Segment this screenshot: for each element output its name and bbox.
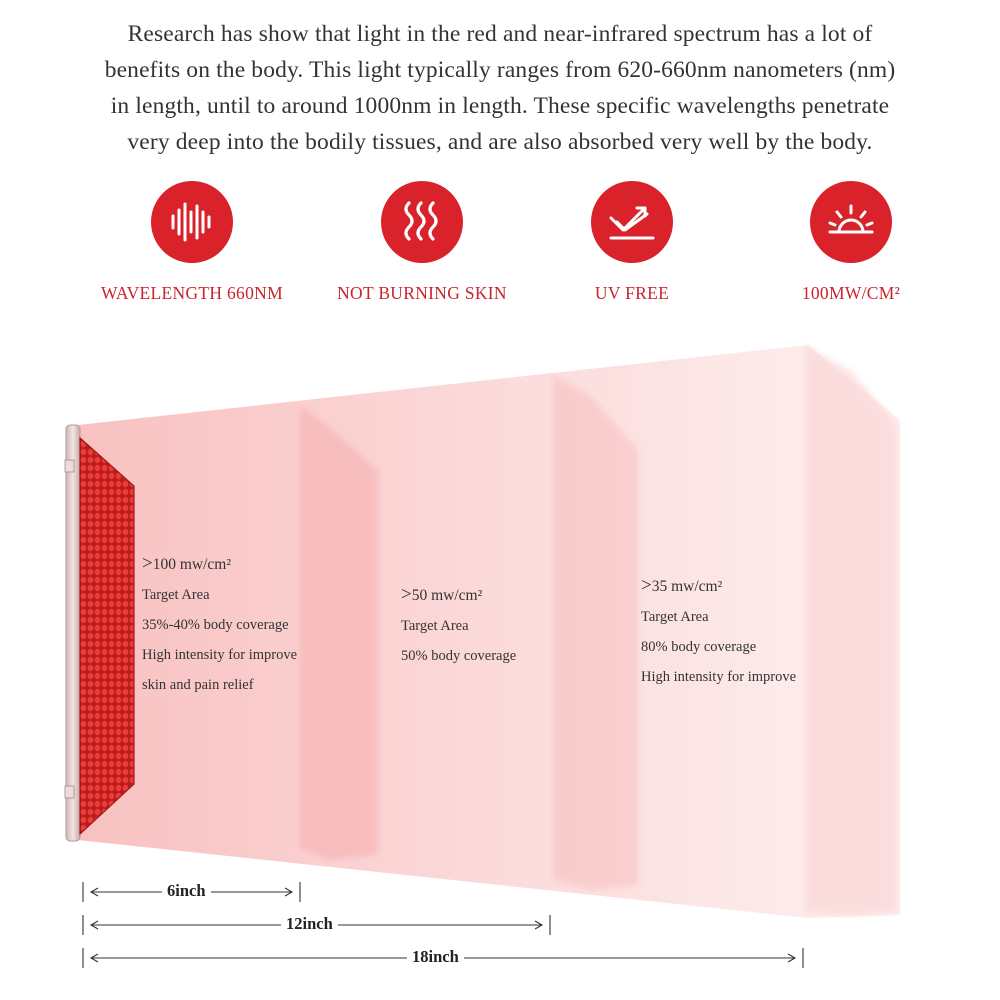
zone-line: skin and pain relief	[142, 677, 254, 693]
feature-label: WAVELENGTH 660NM	[101, 283, 283, 303]
feature-label: NOT BURNING SKIN	[337, 283, 507, 303]
zone-line: Target Area	[142, 587, 210, 603]
greater-than-symbol: >	[641, 575, 652, 596]
zone-line: High intensity for improve	[641, 669, 797, 685]
zone-line: Target Area	[641, 609, 709, 625]
feature-label: 100MW/CM²	[801, 283, 901, 303]
panel-frame	[66, 425, 80, 841]
intro-line: Research has show that light in the red and near-infrared spectrum has a lot of	[127, 21, 873, 47]
zone-line: High intensity for improve	[142, 647, 298, 663]
zone-line: 80% body coverage	[641, 639, 757, 655]
panel-bracket	[65, 786, 74, 798]
intro-line: in length, until to around 1000nm in length. These specific wavelengths penetrate	[110, 93, 890, 119]
plane-12inch	[553, 375, 638, 890]
greater-than-symbol: >	[142, 553, 153, 574]
plane-18inch	[805, 345, 898, 916]
panel-bracket	[65, 460, 74, 472]
distance-label-18inch: 18inch	[407, 947, 464, 967]
led-panel	[65, 425, 134, 841]
feature-label: UV FREE	[594, 283, 670, 303]
distance-label-6inch: 6inch	[162, 881, 211, 901]
plane-6inch	[300, 405, 378, 860]
zone-line: Target Area	[401, 618, 469, 634]
intro-line: benefits on the body. This light typically ranges from 620-660nm nanometers (nm)	[104, 57, 896, 83]
zone-line: 35%-40% body coverage	[142, 617, 289, 633]
distance-label-12inch: 12inch	[281, 914, 338, 934]
zone-power: >100 mw/cm²	[142, 553, 231, 574]
zone-18inch-text	[641, 571, 796, 692]
zone-power: >50 mw/cm²	[401, 584, 483, 605]
zone-power: >35 mw/cm²	[641, 575, 723, 596]
intro-line: very deep into the bodily tissues, and are also absorbed very well by the body.	[127, 129, 873, 155]
zone-line: 50% body coverage	[401, 648, 517, 664]
led-array	[80, 438, 134, 834]
greater-than-symbol: >	[401, 584, 412, 605]
zone-6inch-text	[142, 549, 297, 700]
zone-12inch-text	[401, 580, 516, 671]
